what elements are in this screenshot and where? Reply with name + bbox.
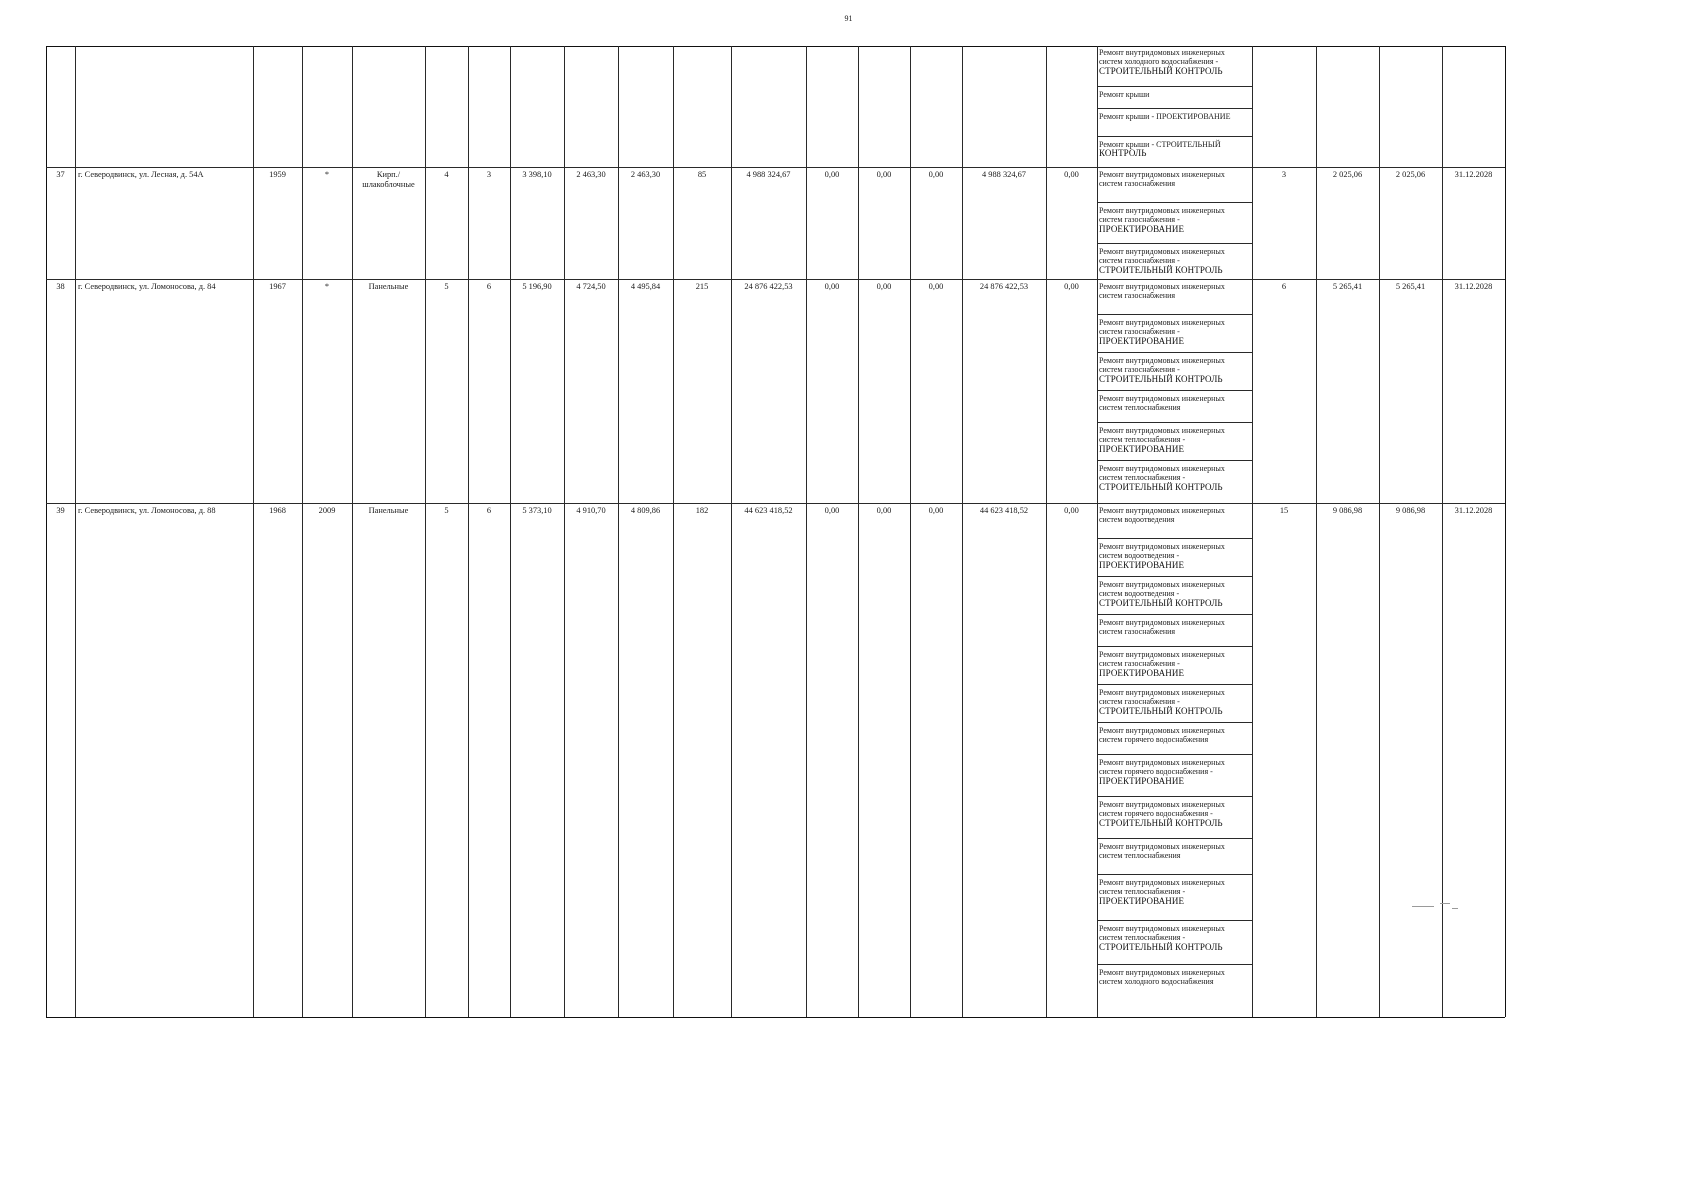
- wall-material-line: Панельные: [368, 506, 409, 515]
- work-line: Ремонт внутридомовых инженерных: [1099, 800, 1225, 809]
- work-line: систем газоснабжения: [1099, 291, 1176, 301]
- work-item: [1099, 726, 1249, 745]
- cell-cost-owners: 24 876 422,53: [979, 282, 1029, 291]
- work-item: [1099, 48, 1249, 76]
- cell-entrances: 6: [486, 506, 492, 515]
- cell-num: 39: [56, 506, 65, 515]
- work-line: систем газоснабжения: [1099, 627, 1176, 637]
- column-divider: [731, 46, 732, 1017]
- work-divider: [1097, 390, 1252, 391]
- work-line: Ремонт внутридомовых инженерных: [1099, 650, 1225, 659]
- work-item: [1099, 394, 1249, 413]
- cell-cost-total: 44 623 418,52: [744, 506, 793, 515]
- cell-area-living-private: 4 809,86: [630, 506, 661, 515]
- work-line: систем газоснабжения -: [1099, 697, 1180, 707]
- cell-unit-cost-limit: 5 265,41: [1395, 282, 1426, 291]
- cell-wall-material: [355, 170, 422, 190]
- work-item: [1099, 800, 1249, 828]
- work-divider: [1097, 874, 1252, 875]
- column-divider: [564, 46, 565, 1017]
- scan-speck: [1452, 908, 1458, 909]
- column-divider: [352, 46, 353, 1017]
- work-line: Ремонт внутридомовых инженерных: [1099, 48, 1225, 57]
- work-line: Ремонт крыши: [1099, 90, 1150, 99]
- cell-cost-region: 0,00: [876, 282, 892, 291]
- cell-area-living: 4 724,50: [576, 282, 606, 291]
- cell-cost-other: 0,00: [1064, 170, 1079, 179]
- work-line: Ремонт внутридомовых инженерных: [1099, 618, 1225, 627]
- column-divider: [910, 46, 911, 1017]
- cell-unit-cost: 2 025,06: [1332, 170, 1363, 179]
- cell-work-count: 6: [1281, 282, 1287, 291]
- work-line: КОНТРОЛЬ: [1099, 148, 1147, 159]
- work-divider: [1097, 722, 1252, 723]
- cell-entrances: 3: [486, 170, 492, 179]
- work-line: Ремонт внутридомовых инженерных: [1099, 426, 1225, 435]
- column-divider: [468, 46, 469, 1017]
- work-line: систем теплоснабжения -: [1099, 473, 1186, 483]
- wall-material-line: Панельные: [368, 282, 409, 291]
- cell-year-built: 1968: [269, 506, 286, 515]
- wall-material-line: шлакоблочные: [362, 180, 415, 189]
- cell-cost-fund: 0,00: [824, 170, 840, 179]
- column-divider: [46, 46, 47, 1017]
- work-item: [1099, 247, 1249, 275]
- work-line: систем газоснабжения -: [1099, 327, 1180, 337]
- work-line: СТРОИТЕЛЬНЫЙ КОНТРОЛЬ: [1099, 817, 1223, 828]
- page-number: 91: [844, 14, 853, 23]
- work-item: [1099, 282, 1249, 301]
- work-item: [1099, 170, 1249, 189]
- work-line: Ремонт внутридомовых инженерных: [1099, 878, 1225, 887]
- cell-address: г. Северодвинск, ул. Лесная, д. 54А: [78, 170, 204, 179]
- work-line: Ремонт крыши - СТРОИТЕЛЬНЫЙ: [1099, 140, 1221, 149]
- column-divider: [75, 46, 76, 1017]
- table-top-border: [46, 46, 1505, 47]
- column-divider: [618, 46, 619, 1017]
- column-divider: [1316, 46, 1317, 1017]
- cell-cost-other: 0,00: [1064, 282, 1079, 291]
- work-line: систем теплоснабжения -: [1099, 435, 1186, 445]
- work-line: СТРОИТЕЛЬНЫЙ КОНТРОЛЬ: [1099, 373, 1223, 384]
- cell-area-living-private: 2 463,30: [630, 170, 661, 179]
- cell-address: г. Северодвинск, ул. Ломоносова, д. 84: [78, 282, 216, 291]
- cell-deadline: 31.12.2028: [1454, 506, 1493, 515]
- work-divider: [1097, 684, 1252, 685]
- work-line: СТРОИТЕЛЬНЫЙ КОНТРОЛЬ: [1099, 481, 1223, 492]
- work-line: Ремонт внутридомовых инженерных: [1099, 842, 1225, 851]
- cell-work-count: 3: [1281, 170, 1287, 179]
- work-line: ПРОЕКТИРОВАНИЕ: [1099, 223, 1185, 234]
- work-item: [1099, 878, 1249, 906]
- cell-num: 38: [56, 282, 65, 291]
- cell-cost-total: 24 876 422,53: [744, 282, 793, 291]
- wall-material-line: Кирп./: [376, 170, 401, 179]
- work-item: [1099, 356, 1249, 384]
- column-divider: [673, 46, 674, 1017]
- work-item: [1099, 426, 1249, 454]
- cell-year-repair: *: [324, 170, 330, 179]
- work-line: СТРОИТЕЛЬНЫЙ КОНТРОЛЬ: [1099, 705, 1223, 716]
- cell-area-total: 5 196,90: [522, 282, 552, 291]
- row-divider: [46, 167, 1505, 168]
- cell-cost-fund: 0,00: [824, 506, 840, 515]
- cell-address: г. Северодвинск, ул. Ломоносова, д. 88: [78, 506, 216, 515]
- cell-residents: 182: [695, 506, 709, 515]
- scan-speck: [1412, 906, 1434, 907]
- column-divider: [425, 46, 426, 1017]
- work-divider: [1097, 538, 1252, 539]
- work-item: [1099, 464, 1249, 492]
- work-line: систем газоснабжения -: [1099, 256, 1180, 266]
- cell-deadline: 31.12.2028: [1454, 170, 1493, 179]
- work-divider: [1097, 243, 1252, 244]
- cell-cost-region: 0,00: [876, 506, 892, 515]
- cell-unit-cost-limit: 9 086,98: [1395, 506, 1426, 515]
- work-line: ПРОЕКТИРОВАНИЕ: [1099, 443, 1185, 454]
- table-bottom-border: [46, 1017, 1505, 1018]
- cell-cost-total: 4 988 324,67: [746, 170, 791, 179]
- work-line: Ремонт крыши - ПРОЕКТИРОВАНИЕ: [1099, 112, 1231, 121]
- work-line: систем теплоснабжения: [1099, 403, 1181, 413]
- work-divider: [1097, 314, 1252, 315]
- work-line: ПРОЕКТИРОВАНИЕ: [1099, 335, 1185, 346]
- cell-deadline: 31.12.2028: [1454, 282, 1493, 291]
- work-divider: [1097, 796, 1252, 797]
- work-divider: [1097, 202, 1252, 203]
- work-line: систем водоотведения -: [1099, 551, 1180, 561]
- work-line: ПРОЕКТИРОВАНИЕ: [1099, 775, 1185, 786]
- work-line: систем теплоснабжения -: [1099, 933, 1186, 943]
- column-divider: [858, 46, 859, 1017]
- work-line: Ремонт внутридомовых инженерных: [1099, 464, 1225, 473]
- work-divider: [1097, 86, 1252, 87]
- work-line: систем водоотведения: [1099, 515, 1175, 525]
- cell-work-count: 15: [1279, 506, 1289, 515]
- work-item: [1099, 650, 1249, 678]
- work-divider: [1097, 964, 1252, 965]
- work-line: СТРОИТЕЛЬНЫЙ КОНТРОЛЬ: [1099, 597, 1223, 608]
- cell-unit-cost: 9 086,98: [1332, 506, 1363, 515]
- work-item: [1099, 688, 1249, 716]
- cell-cost-local: 0,00: [928, 506, 944, 515]
- work-line: Ремонт внутридомовых инженерных: [1099, 542, 1225, 551]
- column-divider: [302, 46, 303, 1017]
- cell-area-living-private: 4 495,84: [630, 282, 661, 291]
- work-line: систем холодного водоснабжения -: [1099, 57, 1219, 67]
- work-item: [1099, 968, 1249, 987]
- work-divider: [1097, 614, 1252, 615]
- cell-area-living: 4 910,70: [576, 506, 606, 515]
- work-line: ПРОЕКТИРОВАНИЕ: [1099, 895, 1185, 906]
- cell-residents: 85: [697, 170, 707, 179]
- cell-cost-owners: 44 623 418,52: [979, 506, 1029, 515]
- cell-num: 37: [56, 170, 65, 179]
- work-line: систем теплоснабжения: [1099, 851, 1181, 861]
- work-line: систем газоснабжения: [1099, 179, 1176, 189]
- cell-year-repair: 2009: [318, 506, 336, 515]
- work-line: СТРОИТЕЛЬНЫЙ КОНТРОЛЬ: [1099, 264, 1223, 275]
- work-line: СТРОИТЕЛЬНЫЙ КОНТРОЛЬ: [1099, 941, 1223, 952]
- row-divider: [46, 279, 1505, 280]
- work-line: Ремонт внутридомовых инженерных: [1099, 968, 1225, 977]
- cell-cost-region: 0,00: [876, 170, 892, 179]
- work-divider: [1097, 352, 1252, 353]
- cell-area-total: 3 398,10: [522, 170, 552, 179]
- work-line: Ремонт внутридомовых инженерных: [1099, 318, 1225, 327]
- work-line: систем горячего водоснабжения -: [1099, 767, 1213, 777]
- column-divider: [253, 46, 254, 1017]
- row-divider: [46, 503, 1505, 504]
- work-line: СТРОИТЕЛЬНЫЙ КОНТРОЛЬ: [1099, 65, 1223, 76]
- work-divider: [1097, 920, 1252, 921]
- work-divider: [1097, 646, 1252, 647]
- cell-entrances: 6: [486, 282, 492, 291]
- work-item: [1099, 758, 1249, 786]
- column-divider: [1442, 46, 1443, 1017]
- work-item: [1099, 318, 1249, 346]
- column-divider: [510, 46, 511, 1017]
- work-line: систем газоснабжения -: [1099, 659, 1180, 669]
- cell-cost-owners: 4 988 324,67: [982, 170, 1026, 179]
- work-line: систем горячего водоснабжения: [1099, 735, 1209, 745]
- work-item: [1099, 618, 1249, 637]
- column-divider: [806, 46, 807, 1017]
- work-item: [1099, 842, 1249, 861]
- cell-floors: 5: [444, 282, 449, 291]
- work-line: ПРОЕКТИРОВАНИЕ: [1099, 667, 1185, 678]
- work-divider: [1097, 136, 1252, 137]
- work-item: [1099, 140, 1249, 159]
- cell-unit-cost-limit: 2 025,06: [1395, 170, 1426, 179]
- work-divider: [1097, 838, 1252, 839]
- work-line: Ремонт внутридомовых инженерных: [1099, 282, 1225, 291]
- work-line: Ремонт внутридомовых инженерных: [1099, 206, 1225, 215]
- work-divider: [1097, 460, 1252, 461]
- cell-wall-material: [355, 506, 422, 516]
- column-divider: [1252, 46, 1253, 1017]
- cell-cost-other: 0,00: [1064, 506, 1079, 515]
- work-item: [1099, 506, 1249, 525]
- cell-residents: 215: [695, 282, 709, 291]
- cell-year-built: 1959: [269, 170, 286, 179]
- work-line: систем газоснабжения -: [1099, 215, 1180, 225]
- work-item: [1099, 924, 1249, 952]
- work-line: Ремонт внутридомовых инженерных: [1099, 247, 1225, 256]
- column-divider: [962, 46, 963, 1017]
- work-divider: [1097, 422, 1252, 423]
- work-divider: [1097, 108, 1252, 109]
- cell-area-total: 5 373,10: [522, 506, 552, 515]
- work-line: систем водоотведения -: [1099, 589, 1180, 599]
- cell-wall-material: [355, 282, 422, 292]
- work-item: [1099, 542, 1249, 570]
- cell-cost-local: 0,00: [928, 282, 944, 291]
- work-line: Ремонт внутридомовых инженерных: [1099, 356, 1225, 365]
- work-line: Ремонт внутридомовых инженерных: [1099, 758, 1225, 767]
- work-line: систем газоснабжения -: [1099, 365, 1180, 375]
- work-line: систем холодного водоснабжения: [1099, 977, 1214, 987]
- work-item: [1099, 206, 1249, 234]
- work-line: систем горячего водоснабжения -: [1099, 809, 1213, 819]
- work-line: Ремонт внутридомовых инженерных: [1099, 580, 1225, 589]
- work-line: Ремонт внутридомовых инженерных: [1099, 394, 1225, 403]
- cell-cost-local: 0,00: [928, 170, 944, 179]
- column-divider: [1046, 46, 1047, 1017]
- work-item: [1099, 580, 1249, 608]
- scan-speck: [1440, 903, 1450, 904]
- work-line: Ремонт внутридомовых инженерных: [1099, 170, 1225, 179]
- cell-area-living: 2 463,30: [576, 170, 606, 179]
- work-line: Ремонт внутридомовых инженерных: [1099, 688, 1225, 697]
- work-line: систем теплоснабжения -: [1099, 887, 1186, 897]
- column-divider: [1097, 46, 1098, 1017]
- work-divider: [1097, 576, 1252, 577]
- work-divider: [1097, 754, 1252, 755]
- cell-floors: 5: [444, 506, 449, 515]
- column-divider: [1379, 46, 1380, 1017]
- cell-year-repair: *: [324, 282, 330, 291]
- work-line: ПРОЕКТИРОВАНИЕ: [1099, 559, 1185, 570]
- cell-floors: 4: [444, 170, 449, 179]
- column-divider: [1505, 46, 1506, 1017]
- work-line: Ремонт внутридомовых инженерных: [1099, 506, 1225, 515]
- cell-unit-cost: 5 265,41: [1332, 282, 1363, 291]
- cell-cost-fund: 0,00: [824, 282, 840, 291]
- work-item: [1099, 112, 1249, 121]
- work-item: [1099, 90, 1249, 99]
- work-line: Ремонт внутридомовых инженерных: [1099, 924, 1225, 933]
- work-line: Ремонт внутридомовых инженерных: [1099, 726, 1225, 735]
- cell-year-built: 1967: [269, 282, 286, 291]
